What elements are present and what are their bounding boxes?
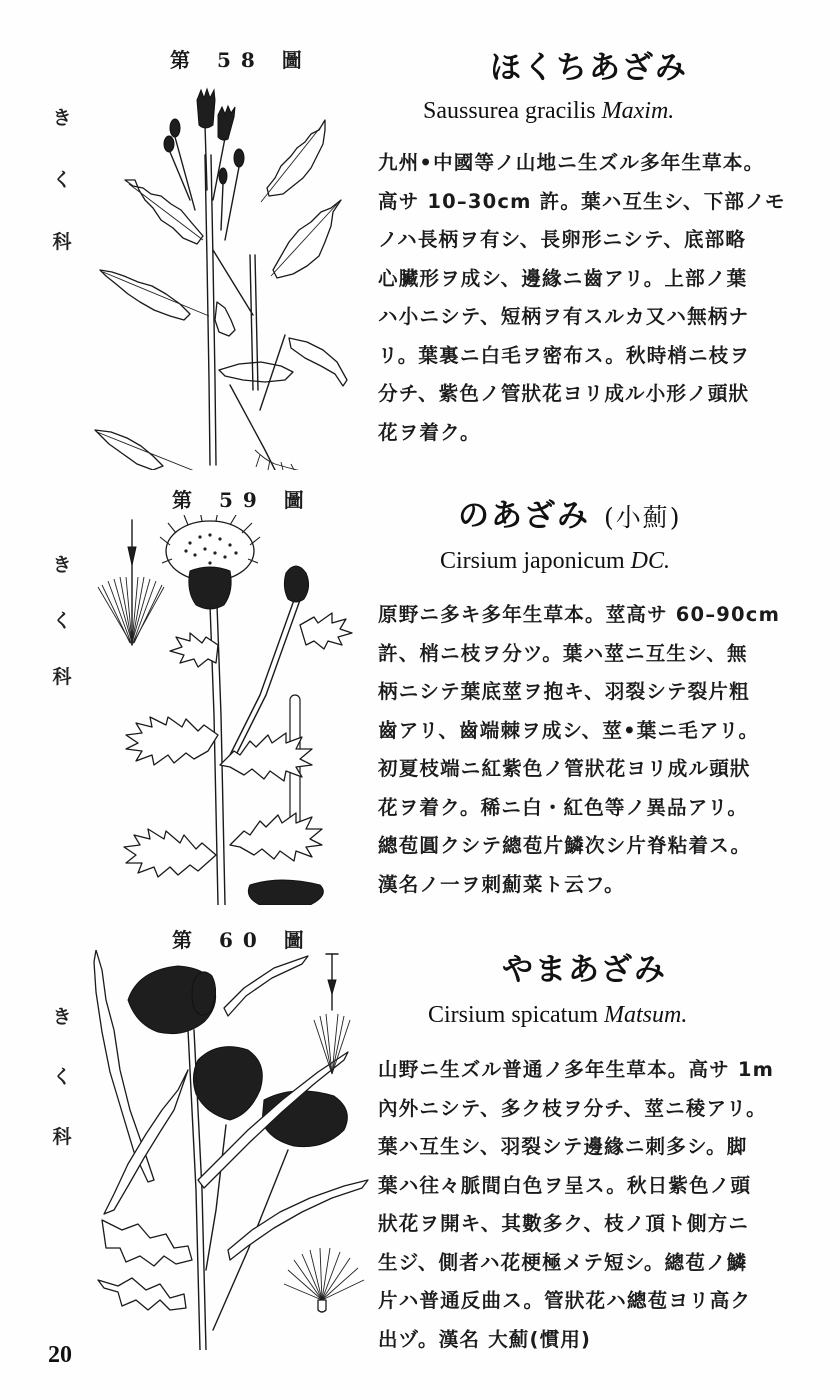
author-abbrev: Matsum.	[604, 1002, 688, 1028]
family-label-char: く	[52, 610, 72, 632]
description-line: 生ジ、側者ハ花梗極メテ短シ。總苞ノ鱗	[378, 1250, 748, 1274]
author-abbrev: Maxim.	[601, 98, 675, 124]
scientific-name	[440, 548, 670, 575]
description-line: ノハ長柄ヲ有シ、長卵形ニシテ、底部略	[378, 228, 747, 251]
scientific-name	[423, 98, 674, 125]
description-line: 葉ハ往々脈間白色ヲ呈ス。秋日紫色ノ頭	[378, 1173, 752, 1197]
genus-species: Cirsium japonicum	[440, 548, 625, 574]
species-title-japanese	[502, 944, 667, 989]
description-line: 柄ニシテ葉底莖ヲ抱キ、羽裂シテ裂片粗	[378, 680, 750, 703]
family-label-char: 科	[52, 666, 72, 688]
species-title-japanese	[490, 42, 688, 87]
figure-label: 第 60 圖	[172, 928, 314, 952]
author-abbrev: DC.	[630, 548, 670, 574]
genus-species: Cirsium spicatum	[428, 1002, 598, 1028]
figure-label: 第 58 圖	[170, 48, 312, 72]
description-line: ハ小ニシテ、短柄ヲ有スルカ又ハ無柄ナ	[378, 305, 750, 328]
cirsium-spicatum-illustration	[88, 950, 378, 1350]
family-label	[50, 1005, 74, 1149]
saussurea-plant-illustration	[85, 80, 370, 470]
species-description	[378, 144, 808, 452]
description-line: 片ハ普通反曲ス。管狀花ハ總苞ヨリ高ク	[378, 1289, 752, 1312]
family-label	[50, 106, 74, 254]
description-line: 山野ニ生ズル普通ノ多年生草本。高サ 1m	[378, 1058, 775, 1081]
description-line: 內外ニシテ、多ク枝ヲ分チ、莖ニ稜アリ。	[378, 1096, 767, 1120]
chinese-name: (小薊)	[604, 503, 682, 532]
description-line: 原野ニ多キ多年生草本。莖高サ 60–90cm	[378, 603, 781, 626]
japanese-name: ほくちあざみ	[490, 50, 688, 86]
japanese-name: のあざみ	[458, 498, 590, 534]
description-line: 初夏枝端ニ紅紫色ノ管狀花ヨリ成ル頭狀	[378, 757, 751, 780]
description-line: 狀花ヲ開キ、其數多ク、枝ノ頂ト側方ニ	[378, 1212, 750, 1235]
description-line: リ。葉裏ニ白毛ヲ密布ス。秋時梢ニ枝ヲ	[378, 343, 751, 367]
description-line: 花ヲ着ク。	[378, 420, 481, 444]
species-title-japanese	[458, 490, 682, 535]
description-line: 葉ハ互生シ、羽裂シテ邊緣ニ刺多シ。脚	[378, 1135, 748, 1158]
description-line: 心臟形ヲ成シ、邊緣ニ齒アリ。上部ノ葉	[378, 266, 748, 290]
description-line: 高サ 10–30cm 許。葉ハ互生シ、下部ノモ	[378, 189, 786, 213]
family-label-char: 科	[52, 231, 72, 253]
description-line: 齒アリ、齒端棘ヲ成シ、莖•葉ニ毛アリ。	[378, 718, 760, 742]
family-label-char: き	[52, 107, 72, 129]
family-label-char: き	[52, 1006, 72, 1028]
description-line: 出ヅ。漢名 大薊(慣用)	[378, 1327, 592, 1351]
description-line: 許、梢ニ枝ヲ分ツ。葉ハ莖ニ互生シ、無	[378, 641, 748, 665]
family-label-char: き	[52, 554, 72, 576]
family-label-char: く	[52, 1066, 72, 1088]
figure-label: 第 59 圖	[172, 488, 314, 512]
description-line: 分チ、紫色ノ管狀花ヨリ成ル小形ノ頭狀	[378, 382, 750, 405]
description-line: 花ヲ着ク。稀ニ白・紅色等ノ異品アリ。	[378, 795, 749, 819]
family-label-char: く	[52, 169, 72, 191]
cirsium-japonicum-illustration	[90, 515, 370, 905]
japanese-name: やまあざみ	[502, 952, 667, 988]
description-line: 總苞圓クシテ總苞片鱗次シ片脊粘着ス。	[378, 834, 752, 857]
page-number: 20	[48, 1342, 72, 1368]
family-label-char: 科	[52, 1126, 72, 1148]
scientific-name	[428, 1002, 687, 1029]
family-label	[50, 553, 74, 689]
species-description	[378, 1051, 808, 1359]
description-line: 九州•中國等ノ山地ニ生ズル多年生草本。	[378, 151, 765, 174]
species-description	[378, 596, 808, 904]
genus-species: Saussurea gracilis	[423, 98, 596, 124]
description-line: 漢名ノ一ヲ刺薊菜ト云フ。	[378, 872, 625, 896]
